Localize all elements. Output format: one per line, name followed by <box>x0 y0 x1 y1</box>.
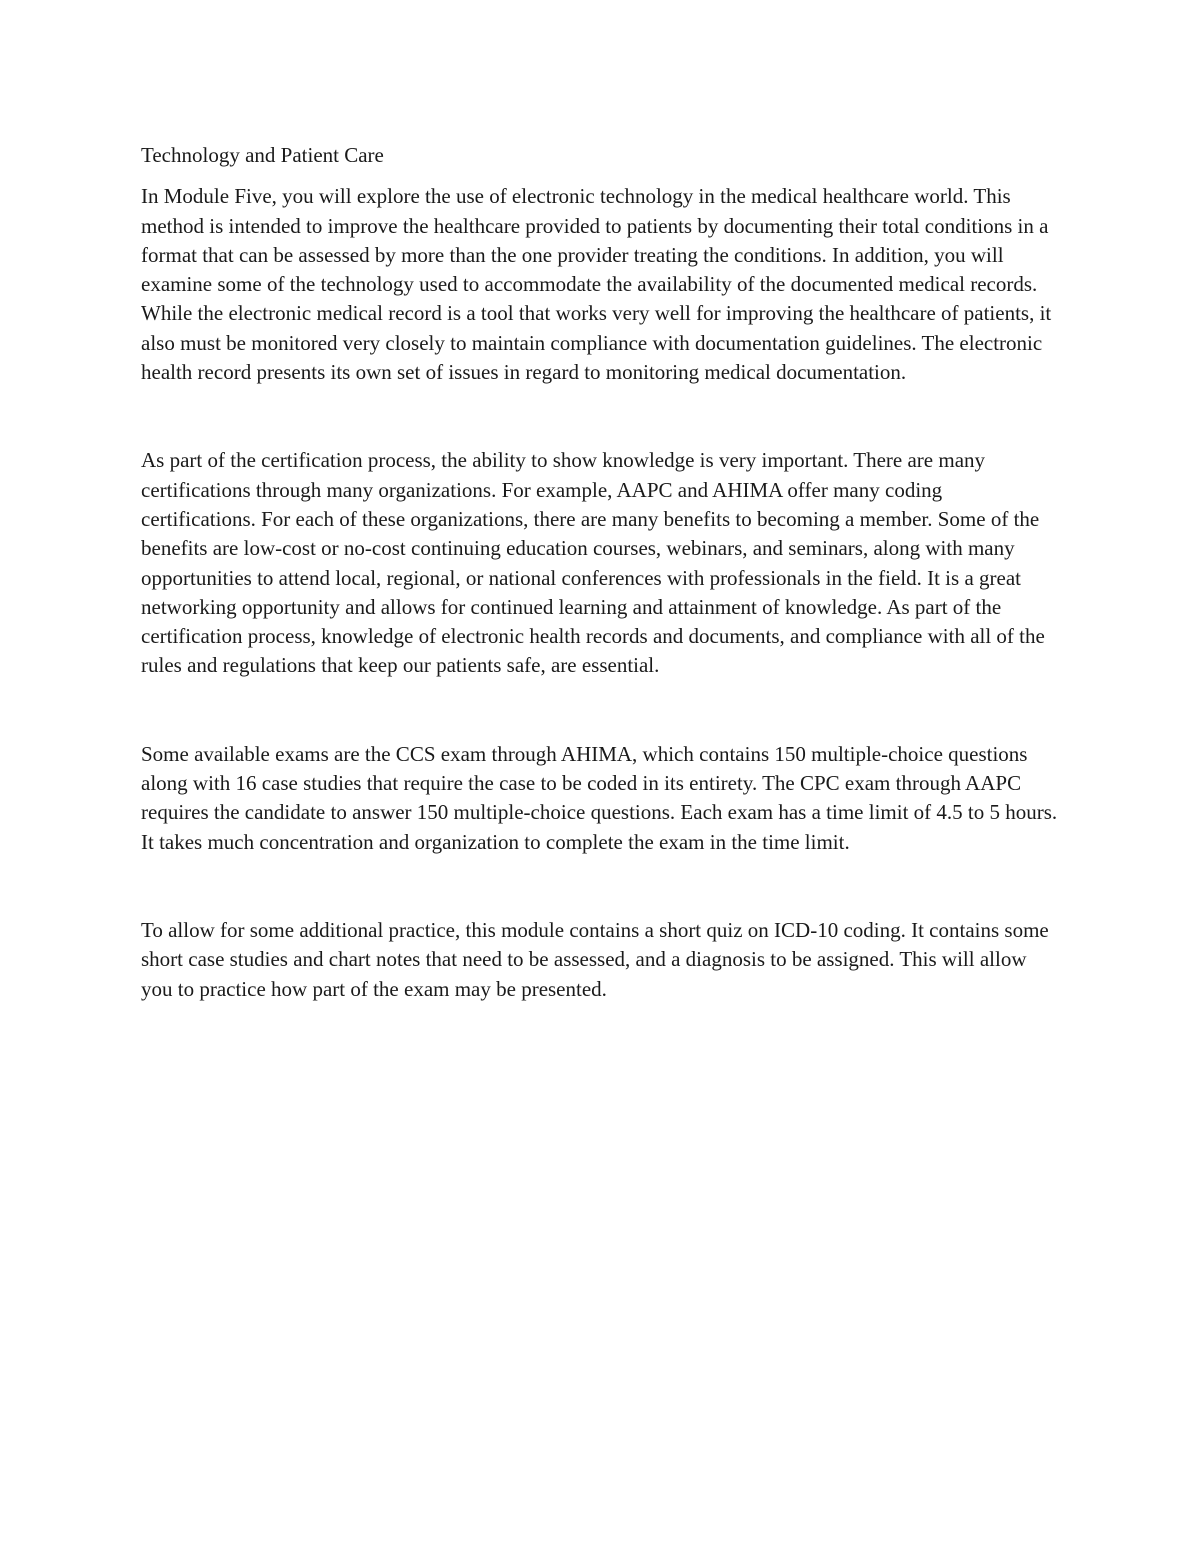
paragraph-spacer <box>141 857 1061 916</box>
document-title: Technology and Patient Care <box>141 143 384 167</box>
document-body <box>141 141 1061 1004</box>
paragraph-module-intro: In Module Five, you will explore the use of electronic technology in the medical healthcare world. This method is intended to improve the healthcare provided to patients by documenting their total conditions in a format that can be assessed by more than the one provider treating the conditions. In addition, you will examine some of the technology used to accommodate the availability of the documented medical records. While the electronic medical record is a tool that works very well for improving the healthcare of patients, it also must be monitored very closely to maintain compliance with documentation guidelines. The electronic health record presents its own set of issues in regard to monitoring medical documentation. <box>141 184 1052 385</box>
paragraph-spacer <box>141 681 1061 740</box>
paragraph-spacer <box>141 387 1061 446</box>
paragraph-certification: As part of the certification process, the ability to show knowledge is very important. There are many certifications through many organizations. For example, AAPC and AHIMA offer many coding certifications. For each of these organizations, there are many benefits to becoming a member. Some of the benefits are low-cost or no-cost continuing education courses, webinars, and seminars, along with many opportunities to attend local, regional, or national conferences with professionals in the field. It is a great networking opportunity and allows for continued learning and attainment of knowledge. As part of the certification process, knowledge of electronic health records and documents, and compliance with all of the rules and regulations that keep our patients safe, are essential. <box>141 448 1045 678</box>
paragraph-exams: Some available exams are the CCS exam through AHIMA, which contains 150 multiple-choice questions along with 16 case studies that require the case to be coded in its entirety. The CPC exam through AAPC requires the candidate to answer 150 multiple-choice questions. Each exam has a time limit of 4.5 to 5 hours. It takes much concentration and organization to complete the exam in the time limit. <box>141 741 1058 854</box>
paragraph-practice-quiz: To allow for some additional practice, this module contains a short quiz on ICD-10 coding. It contains some short case studies and chart notes that need to be assessed, and a diagnosis to be assigned. This will allow you to practice how part of the exam may be presented. <box>141 917 1049 1001</box>
